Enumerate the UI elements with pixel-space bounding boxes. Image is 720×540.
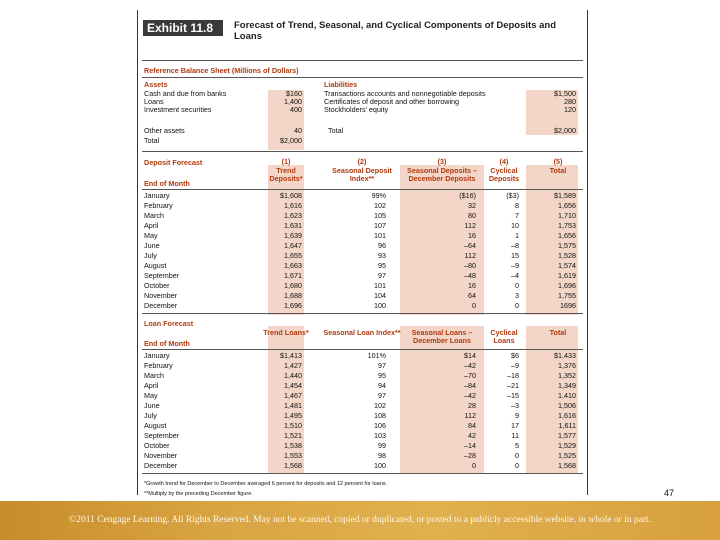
table-cell: 28 xyxy=(468,401,476,410)
footnote-2: **Multiply by the preceding December figure. xyxy=(144,491,253,497)
row-month-label: August xyxy=(144,261,167,270)
table-cell: 95 xyxy=(378,371,386,380)
asset-value: 40 xyxy=(294,126,302,135)
table-cell: 84 xyxy=(468,421,476,430)
table-cell: 1 xyxy=(515,231,519,240)
table-cell: 104 xyxy=(374,291,386,300)
table-cell: –14 xyxy=(464,441,476,450)
deposit-column-header: Seasonal Deposit Index** xyxy=(332,166,392,183)
table-cell: 1,680 xyxy=(284,281,302,290)
table-cell: –18 xyxy=(507,371,519,380)
table-cell: 1,510 xyxy=(284,421,302,430)
table-cell: 112 xyxy=(464,221,476,230)
table-cell: $1,413 xyxy=(280,351,302,360)
table-cell: 93 xyxy=(378,251,386,260)
divider xyxy=(142,77,583,78)
table-cell: 97 xyxy=(378,361,386,370)
divider xyxy=(142,189,583,190)
table-cell: –9 xyxy=(511,261,519,270)
divider xyxy=(142,349,583,350)
table-cell: 15 xyxy=(511,251,519,260)
table-cell: 99 xyxy=(378,441,386,450)
table-cell: 16 xyxy=(468,281,476,290)
row-month-label: August xyxy=(144,421,167,430)
table-cell: $1,608 xyxy=(280,191,302,200)
exhibit-title: Forecast of Trend, Seasonal, and Cyclical Components of Deposits and Loans xyxy=(234,20,557,42)
row-month-label: November xyxy=(144,291,178,300)
table-cell: $6 xyxy=(511,351,519,360)
table-cell: 1,616 xyxy=(558,411,576,420)
asset-value: 1,400 xyxy=(284,97,302,106)
row-month-label: December xyxy=(144,301,178,310)
table-cell: 1,656 xyxy=(558,231,576,240)
copyright-notice: ©2011 Cengage Learning. All Rights Reserved. May not be scanned, copied or duplicated, or posted to a publicly accessible website, in whole or in part. xyxy=(69,515,651,525)
deposit-forecast-heading: Deposit Forecast xyxy=(144,158,203,167)
table-cell: 1696 xyxy=(560,301,576,310)
table-cell: 1,611 xyxy=(558,421,576,430)
liabilities-total-value: $2,000 xyxy=(554,126,576,135)
table-cell: 42 xyxy=(468,431,476,440)
table-cell: 9 xyxy=(515,411,519,420)
table-cell: 1,577 xyxy=(558,431,576,440)
loan-column-header: Cyclical Loans xyxy=(490,328,518,345)
row-month-label: June xyxy=(144,241,160,250)
table-cell: 1,529 xyxy=(558,441,576,450)
row-month-label: May xyxy=(144,231,158,240)
deposit-column-header: Seasonal Deposits – December Deposits xyxy=(407,166,477,183)
row-month-label: May xyxy=(144,391,158,400)
liability-value: 280 xyxy=(564,97,576,106)
row-month-label: April xyxy=(144,221,159,230)
loan-column-header: Seasonal Loan Index** xyxy=(323,328,401,337)
table-cell: 95 xyxy=(378,261,386,270)
loan-column-header: Total xyxy=(549,328,567,337)
table-cell: 1,427 xyxy=(284,361,302,370)
loan-row-heading: End of Month xyxy=(144,339,190,348)
row-month-label: February xyxy=(144,201,173,210)
row-month-label: June xyxy=(144,401,160,410)
asset-label: Other assets xyxy=(144,126,185,135)
table-cell: 0 xyxy=(472,461,476,470)
table-cell: 1,495 xyxy=(284,411,302,420)
liability-label: Stockholders' equity xyxy=(324,105,389,114)
assets-total-value: $2,000 xyxy=(280,136,302,145)
table-cell: 5 xyxy=(515,441,519,450)
table-cell: 1,410 xyxy=(558,391,576,400)
row-month-label: March xyxy=(144,371,164,380)
liability-value: 120 xyxy=(564,105,576,114)
table-cell: –9 xyxy=(511,361,519,370)
table-cell: 107 xyxy=(374,221,386,230)
table-cell: 8 xyxy=(515,201,519,210)
table-cell: ($16) xyxy=(459,191,476,200)
table-cell: 17 xyxy=(511,421,519,430)
table-cell: 96 xyxy=(378,241,386,250)
table-cell: 1,696 xyxy=(558,281,576,290)
loan-column-header: Trend Loans* xyxy=(263,328,309,337)
table-cell: 7 xyxy=(515,211,519,220)
table-cell: 1,467 xyxy=(284,391,302,400)
table-cell: 1,568 xyxy=(284,461,302,470)
table-cell: 1,671 xyxy=(284,271,302,280)
table-cell: 1,647 xyxy=(284,241,302,250)
page-number: 47 xyxy=(664,488,675,498)
table-cell: 102 xyxy=(374,401,386,410)
deposit-column-header: Trend Deposits* xyxy=(269,166,303,183)
table-cell: 0 xyxy=(515,281,519,290)
table-cell: 112 xyxy=(464,251,476,260)
table-cell: 1,440 xyxy=(284,371,302,380)
table-cell: 1,349 xyxy=(558,381,576,390)
table-cell: 97 xyxy=(378,391,386,400)
row-month-label: April xyxy=(144,381,159,390)
table-cell: –3 xyxy=(511,401,519,410)
table-cell: –4 xyxy=(511,271,519,280)
table-cell: 100 xyxy=(374,461,386,470)
table-cell: –8 xyxy=(511,241,519,250)
row-month-label: February xyxy=(144,361,173,370)
table-cell: –84 xyxy=(464,381,476,390)
table-cell: –64 xyxy=(464,241,476,250)
table-cell: 1,696 xyxy=(284,301,302,310)
table-cell: 64 xyxy=(468,291,476,300)
table-cell: 1,710 xyxy=(558,211,576,220)
liability-label: Transactions accounts and nonnegotiable deposits xyxy=(324,89,486,98)
table-cell: –42 xyxy=(464,391,476,400)
asset-label: Investment securities xyxy=(144,105,212,114)
deposit-column-header: Total xyxy=(549,166,567,175)
table-cell: 0 xyxy=(472,301,476,310)
table-cell: 1,481 xyxy=(284,401,302,410)
table-cell: 1,528 xyxy=(558,251,576,260)
table-cell: 105 xyxy=(374,211,386,220)
table-cell: 0 xyxy=(515,461,519,470)
table-cell: $14 xyxy=(464,351,476,360)
table-cell: 99% xyxy=(371,191,386,200)
table-cell: 1,656 xyxy=(558,201,576,210)
table-cell: 101 xyxy=(374,231,386,240)
divider xyxy=(142,473,583,474)
table-cell: 1,454 xyxy=(284,381,302,390)
table-cell: 0 xyxy=(515,451,519,460)
row-month-label: September xyxy=(144,431,180,440)
asset-value: $160 xyxy=(286,89,302,98)
assets-heading: Assets xyxy=(144,80,168,89)
assets-total-label: Total xyxy=(144,136,160,145)
table-cell: –48 xyxy=(464,271,476,280)
exhibit-header xyxy=(138,18,587,60)
table-cell: –42 xyxy=(464,361,476,370)
loan-column-header: Seasonal Loans – December Loans xyxy=(411,328,473,345)
table-cell: –70 xyxy=(464,371,476,380)
loan-forecast-heading: Loan Forecast xyxy=(144,319,194,328)
row-month-label: September xyxy=(144,271,180,280)
asset-label: Loans xyxy=(144,97,164,106)
table-cell: 98 xyxy=(378,451,386,460)
table-cell: 94 xyxy=(378,381,386,390)
table-cell: 3 xyxy=(515,291,519,300)
table-cell: 1,538 xyxy=(284,441,302,450)
table-cell: 1,753 xyxy=(558,221,576,230)
deposit-column-number: (3) xyxy=(437,157,447,166)
table-cell: 16 xyxy=(468,231,476,240)
table-cell: 1,755 xyxy=(558,291,576,300)
asset-value: 400 xyxy=(290,105,302,114)
divider xyxy=(142,60,583,61)
row-month-label: October xyxy=(144,281,170,290)
table-cell: 103 xyxy=(374,431,386,440)
liability-label: Certificates of deposit and other borrowing xyxy=(324,97,460,106)
table-cell: 1,506 xyxy=(558,401,576,410)
row-month-label: January xyxy=(144,351,170,360)
table-cell: 11 xyxy=(511,431,519,440)
row-month-label: March xyxy=(144,211,164,220)
row-month-label: November xyxy=(144,451,178,460)
liability-value: $1,500 xyxy=(554,89,576,98)
table-cell: 1,623 xyxy=(284,211,302,220)
deposit-column-number: (2) xyxy=(357,157,367,166)
table-cell: 1,688 xyxy=(284,291,302,300)
table-cell: –80 xyxy=(464,261,476,270)
row-month-label: July xyxy=(144,411,157,420)
row-month-label: October xyxy=(144,441,170,450)
table-cell: ($3) xyxy=(506,191,519,200)
deposit-column-number: (4) xyxy=(499,157,509,166)
table-cell: 1,619 xyxy=(558,271,576,280)
row-month-label: January xyxy=(144,191,170,200)
table-cell: 1,655 xyxy=(284,251,302,260)
divider xyxy=(142,313,583,314)
table-cell: 10 xyxy=(511,221,519,230)
table-cell: 1,553 xyxy=(284,451,302,460)
table-cell: –28 xyxy=(464,451,476,460)
table-cell: 1,639 xyxy=(284,231,302,240)
table-cell: 1,616 xyxy=(284,201,302,210)
row-month-label: July xyxy=(144,251,157,260)
table-cell: 100 xyxy=(374,301,386,310)
table-cell: 97 xyxy=(378,271,386,280)
deposit-column-header: Cyclical Deposits xyxy=(488,166,520,183)
table-cell: 1,376 xyxy=(558,361,576,370)
liabilities-heading: Liabilities xyxy=(324,80,358,89)
exhibit-table xyxy=(137,10,588,495)
table-cell: $1,589 xyxy=(554,191,576,200)
table-cell: 1,525 xyxy=(558,451,576,460)
table-cell: 1,568 xyxy=(558,461,576,470)
exhibit-label: Exhibit 11.8 xyxy=(143,20,223,36)
table-cell: 112 xyxy=(464,411,476,420)
row-month-label: December xyxy=(144,461,178,470)
table-cell: 106 xyxy=(374,421,386,430)
table-cell: 1,575 xyxy=(558,241,576,250)
table-cell: 1,352 xyxy=(558,371,576,380)
deposit-row-heading: End of Month xyxy=(144,179,190,188)
table-cell: 101 xyxy=(374,281,386,290)
table-cell: 102 xyxy=(374,201,386,210)
table-cell: 101% xyxy=(367,351,386,360)
table-cell: 80 xyxy=(468,211,476,220)
table-cell: 1,631 xyxy=(284,221,302,230)
table-cell: 1,574 xyxy=(558,261,576,270)
table-cell: –21 xyxy=(507,381,519,390)
footnote-1: *Growth trend for December to December averaged 6 percent for deposits and 12 percent for loans. xyxy=(144,481,388,487)
liabilities-total-label: Total xyxy=(328,126,344,135)
deposit-column-number: (5) xyxy=(553,157,563,166)
asset-label: Cash and due from banks xyxy=(144,89,227,98)
table-cell: 0 xyxy=(515,301,519,310)
table-cell: 108 xyxy=(374,411,386,420)
table-cell: 1,521 xyxy=(284,431,302,440)
table-cell: 32 xyxy=(468,201,476,210)
table-cell: –15 xyxy=(507,391,519,400)
deposit-column-number: (1) xyxy=(281,157,291,166)
balance-sheet-heading: Reference Balance Sheet (Millions of Dollars) xyxy=(144,66,299,75)
divider xyxy=(142,151,583,152)
table-cell: 1,663 xyxy=(284,261,302,270)
table-cell: $1,433 xyxy=(554,351,576,360)
